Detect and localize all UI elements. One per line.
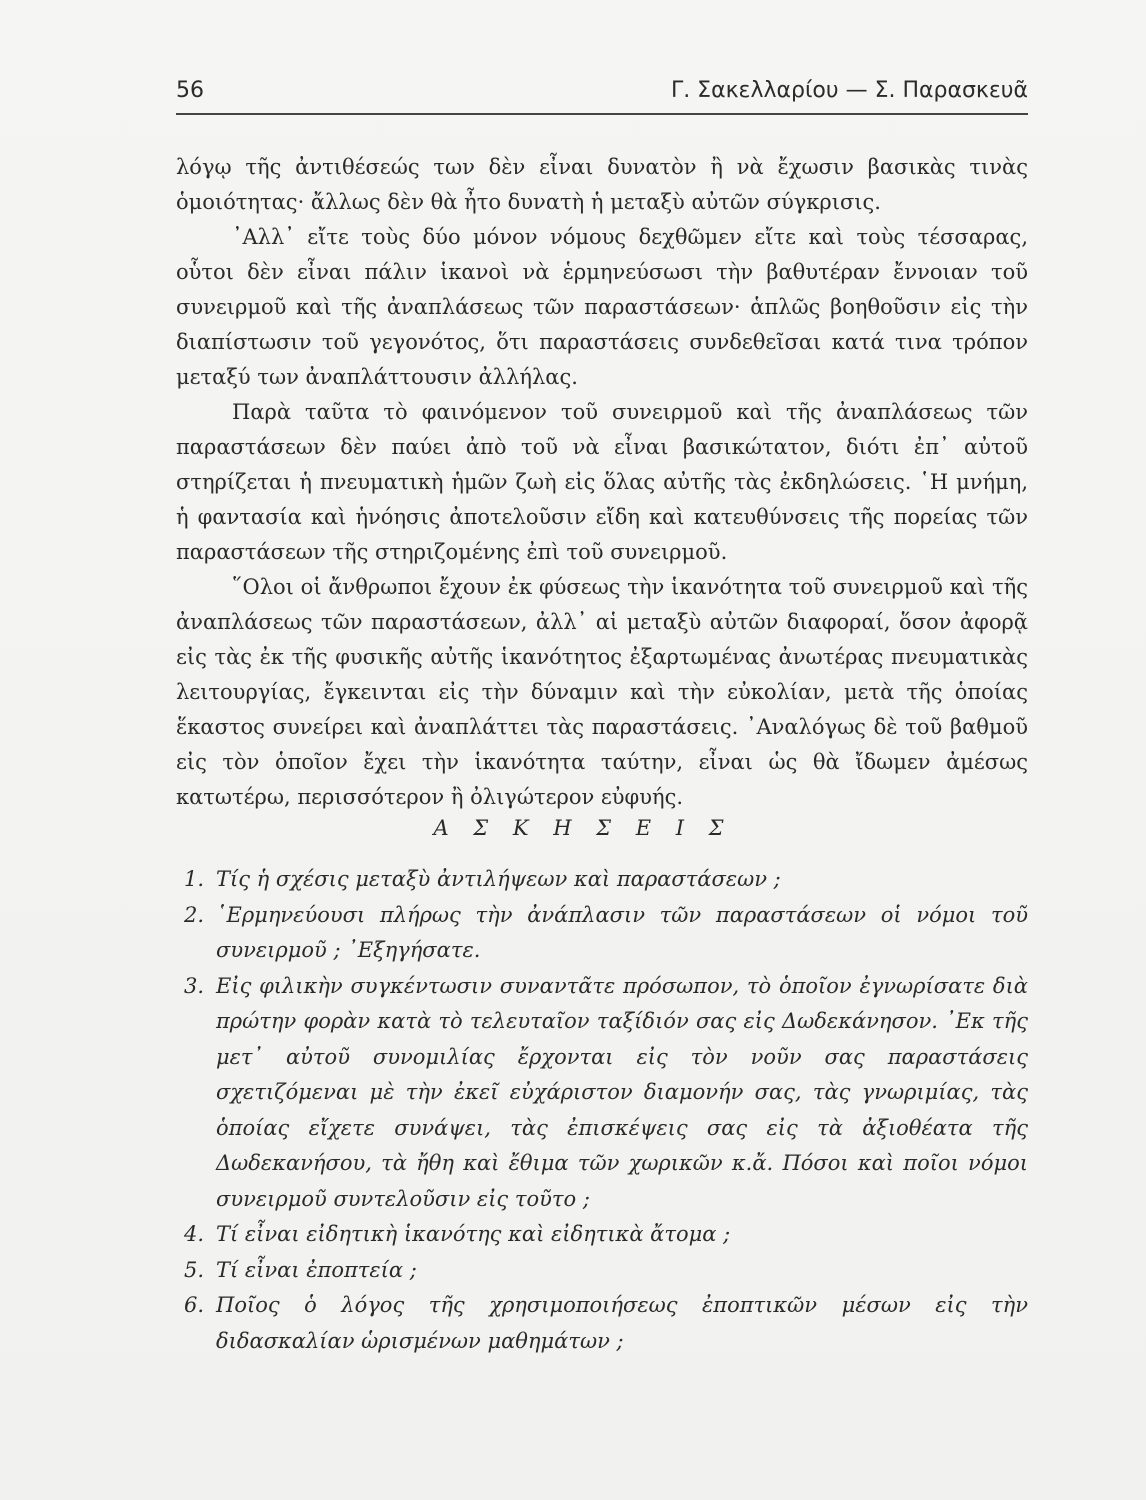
exercise-text: Τίς ἡ σχέσις μεταξὺ ἀντιλήψεων καὶ παραστάσεων ; [216,867,781,891]
exercise-text: ῾Ερμηνεύουσι πλήρως τὴν ἀνάπλασιν τῶν παραστάσεων οἱ νόμοι τοῦ συνειρμοῦ ; ᾿Εξηγήσατε. [216,902,1028,962]
exercise-item [176,1217,1028,1253]
exercise-number: 1. [184,867,205,891]
paragraph: ᾿Αλλ᾿ εἴτε τοὺς δύο μόνον νόμους δεχθῶμεν εἴτε καὶ τοὺς τέσσαρας, οὗτοι δὲν εἶναι πάλιν ἱκανοὶ νὰ ἑρμηνεύσωσι τὴν βαθυτέραν ἔννοιαν τοῦ συνειρμοῦ καὶ τῆς ἀναπλάσεως τῶν παραστάσεων· ἁπλῶς βοηθοῦσιν εἰς τὴν διαπίστωσιν τοῦ γεγονότος, ὅτι παραστάσεις συνδεθεῖσαι κατά τινα τρόπον μεταξύ των ἀναπλάττουσιν ἀλλήλας. [176,225,1028,389]
exercise-number: 3. [184,973,205,998]
paragraph: λόγῳ τῆς ἀντιθέσεώς των δὲν εἶναι δυνατὸν ἢ νὰ ἔχωσιν βασικὰς τινὰς ὁμοιότητας· ἄλλως δὲν θὰ ἦτο δυνατὴ ἡ μεταξὺ αὐτῶν σύγκρισις. [176,155,1028,214]
exercise-text: Εἰς φιλικὴν συγκέντωσιν συναντᾶτε πρόσωπον, τὸ ὁποῖον ἐγνωρίσατε διὰ πρώτην φορὰν κατὰ τὸ τελευταῖον ταξίδιόν σας εἰς Δωδεκάνησον. ᾿Εκ τῆς μετ᾿ αὐτοῦ συνομιλίας ἔρχονται εἰς τὸν νοῦν σας παραστάσεις σχετιζόμεναι μὲ τὴν ἐκεῖ εὐχάριστον διαμονήν σας, τὰς γνωριμίας, τὰς ὁποίας εἴχετε συνάψει, τὰς ἐπισκέψεις σας εἰς τὰ ἀξιοθέατα τῆς Δωδεκανήσου, τὰ ἤθη καὶ ἔθιμα τῶν χωρικῶν κ.ἄ. Πόσοι καὶ ποῖοι νόμοι συνειρμοῦ συντελοῦσιν εἰς τοῦτο ; [216,973,1028,1211]
exercise-number: 4. [184,1222,205,1246]
exercise-number: 2. [184,902,205,927]
body-text [176,150,1028,815]
exercise-item [176,969,1028,1218]
paragraph: ῞Ολοι οἱ ἄνθρωποι ἔχουν ἐκ φύσεως τὴν ἱκανότητα τοῦ συνειρμοῦ καὶ τῆς ἀναπλάσεως τῶν παραστάσεων, ἀλλ᾿ αἱ μεταξὺ αὐτῶν διαφοραί, ὅσον ἀφορᾷ εἰς τὰς ἐκ τῆς φυσικῆς αὐτῆς ἱκανότητος ἐξαρτωμένας ἀνωτέρας πνευματικὰς λειτουργίας, ἔγκεινται εἰς τὴν δύναμιν καὶ τὴν εὐκολίαν, μετὰ τῆς ὁποίας ἕκαστος συνείρει καὶ ἀναπλάττει τὰς παραστάσεις. ᾿Αναλόγως δὲ τοῦ βαθμοῦ εἰς τὸν ὁποῖον ἔχει τὴν ἱκανότητα ταύτην, εἶναι ὡς θὰ ἴδωμεν ἀμέσως κατωτέρω, περισσότερον ἢ ὀλιγώτερον εὐφυής. [176,575,1028,809]
page-number: 56 [176,78,204,103]
exercises-list [176,862,1028,1359]
exercise-text: Τί εἶναι εἰδητικὴ ἱκανότης καὶ εἰδητικὰ ἄτομα ; [216,1222,731,1246]
exercise-item [176,1288,1028,1359]
exercise-item [176,862,1028,898]
exercise-item [176,1253,1028,1289]
paragraph: Παρὰ ταῦτα τὸ φαινόμενον τοῦ συνειρμοῦ καὶ τῆς ἀναπλάσεως τῶν παραστάσεων δὲν παύει ἀπὸ τοῦ νὰ εἶναι βασικώτατον, διότι ἐπ᾿ αὐτοῦ στηρίζεται ἡ πνευματικὴ ἡμῶν ζωὴ εἰς ὅλας αὐτῆς τὰς ἐκδηλώσεις. ῾Η μνήμη, ἡ φαντασία καὶ ἡνόησις ἀποτελοῦσιν εἴδη καὶ κατευθύνσεις τῆς πορείας τῶν παραστάσεων τῆς στηριζομένης ἐπὶ τοῦ συνειρμοῦ. [176,400,1028,564]
exercise-text: Ποῖος ὁ λόγος τῆς χρησιμοποιήσεως ἐποπτικῶν μέσων εἰς τὴν διδασκαλίαν ὡρισμένων μαθημάτων ; [216,1293,1028,1353]
exercise-item [176,898,1028,969]
exercises-title: Α Σ Κ Η Σ Ε Ι Σ [433,816,733,840]
exercise-number: 6. [184,1293,205,1317]
exercise-number: 5. [184,1257,205,1282]
header-rule [176,113,1028,115]
exercise-text: Τί εἶναι ἐποπτεία ; [216,1257,417,1282]
page-header [176,78,1028,112]
running-head: Γ. Σακελλαρίου — Σ. Παρασκευᾶ [670,78,1028,103]
